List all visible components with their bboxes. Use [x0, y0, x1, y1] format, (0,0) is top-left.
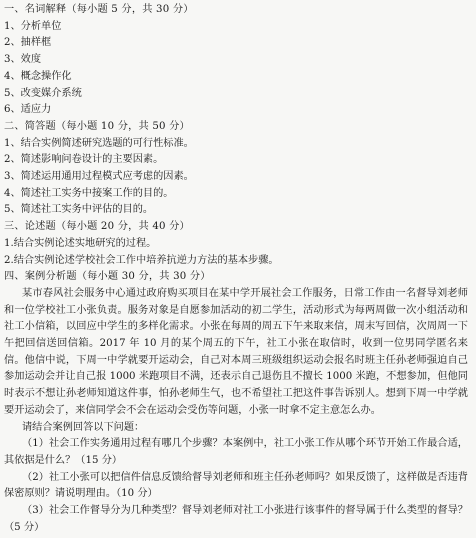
- list-item: 2、抽样框: [4, 37, 52, 49]
- list-item: 4、概念操作化: [4, 70, 72, 82]
- case-question: （2）社工小张可以把信件信息反馈给督导刘老师和班主任孙老师吗？如果反馈了，这样做是否违背保密原则？请说明理由。（10 分）: [4, 471, 468, 500]
- section-heading-essay: 三、论述题（每小题 20 分，共 40 分）: [4, 221, 190, 233]
- list-item: 3、效度: [4, 54, 42, 66]
- case-text: 某市春风社会服务中心通过政府购买项目在某中学开展社会工作服务，日常工作由一名督导刘老师和一位学校社工小张负责。服务对象是自愿参加活动的初二学生，活动形式为每两周做一次小组活动和社工小信箱，以回应中学生的多样化需求。小张在每周的周五下午来取来信，周末写回信，次周周一下午把回信送回信箱。2017 年 10 月的某个周五的下午，社工小张在取信时，收到一位男同学匿名来信。他信中说，下周一中学就要开运动会，自己对本周三班级组织运动会报名时班主任孙老师强迫自己参加运动会并让自己报 1000 米跑项目不满，还表示自己退伤且不擅长 1000 米跑，不想参加，但他同时表示不想让孙老师知道这件事，怕孙老师生气，也不希望社工把这件事告诉别人。想到下周一中学就要开运动会了，来信同学会不会在运动会受伤等问题，小张一时拿不定主意怎么办。: [4, 287, 468, 416]
- list-item: 2、简述影响问卷设计的主要因素。: [4, 154, 164, 166]
- list-item: 6、适应力: [4, 104, 52, 116]
- section-heading-short-answer: 二、简答题（每小题 10 分，共 50 分）: [4, 120, 190, 132]
- list-item: 1、分析单位: [4, 20, 62, 32]
- case-question: （3）社会工作督导分为几种类型？督导刘老师对社工小张进行该事件的督导属于什么类型的督导？（5 分）: [4, 505, 468, 533]
- case-prompt: 请结合案例回答以下问题：: [22, 421, 145, 433]
- list-item: 5、简述社工实务中评估的目的。: [4, 204, 154, 216]
- list-item: 5、改变媒介系统: [4, 87, 82, 99]
- list-item: 4、简述社工实务中接案工作的目的。: [4, 187, 174, 199]
- list-item: 3、简述运用通用过程模式应考虑的因素。: [4, 171, 194, 183]
- list-item: 1.结合实例论述实地研究的过程。: [4, 237, 157, 249]
- section-heading-definitions: 一、名词解释（每小题 5 分，共 30 分）: [4, 4, 194, 15]
- section-heading-case-analysis: 四、案例分析题（每小题 30 分，共 30 分）: [4, 271, 211, 283]
- list-item: 2.结合实例论述学校社会工作中培养抗逆力方法的基本步骤。: [4, 254, 279, 266]
- list-item: 1、结合实例简述研究选题的可行性标准。: [4, 137, 194, 149]
- case-question: （1）社会工作实务通用过程有哪几个步骤？本案例中，社工小张工作从哪个环节开始工作最合适，其依据是什么？（15 分）: [4, 438, 468, 466]
